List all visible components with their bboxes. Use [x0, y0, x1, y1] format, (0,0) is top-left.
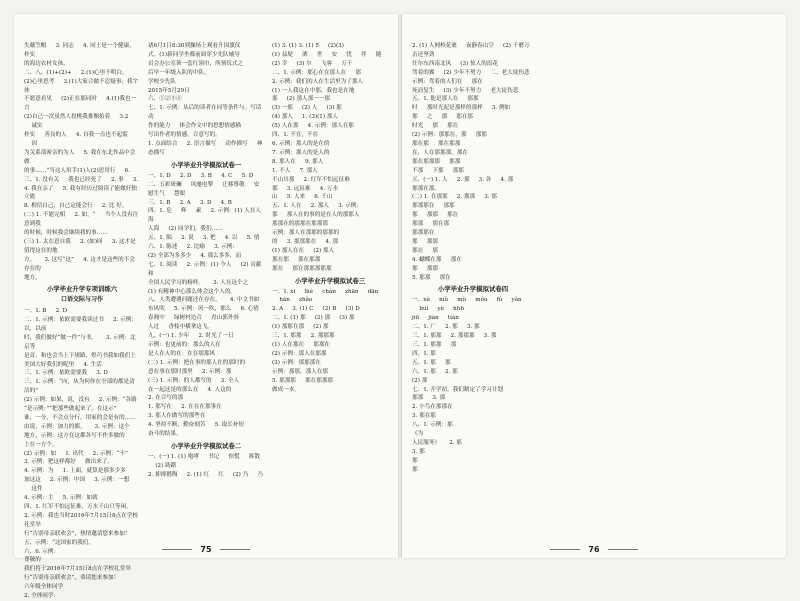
answer-line: 2. 示例：我们的人在生活里为了那人 — [272, 78, 364, 85]
answer-line: 时，我们做好“做一件”与书。 3. 示例：北京等 — [24, 334, 136, 350]
answer-line: 员会办公室领一套红领巾，所领仪式之 — [148, 60, 244, 67]
answer-line: 3. 那 — [412, 448, 425, 455]
answer-line: 的事……“当这人用手(1)人(2)思用行 6. — [24, 167, 130, 174]
answer-line: 那 — [412, 457, 418, 464]
answer-line: 二、1. (1) 那 (2) 那 (3) 那 — [272, 315, 355, 322]
answer-line: (2)心里思考 3.(1)大家合做不忍疑事；我宇体 — [24, 78, 139, 94]
answer-line: 我们将于2016年7月15日8点在学校礼堂举 — [24, 566, 131, 573]
answer-line: (1) 那那在那 (2) 那 — [272, 324, 329, 331]
answer-line: 六、1. 那 2. 那 — [412, 368, 458, 375]
section-title: 小学毕业升学模拟试卷二 — [170, 441, 242, 450]
answer-line: (1) 3. (1) 3. (1) 5 (2)(3) — [272, 43, 344, 49]
answer-line: 2. 在合写的那 — [148, 395, 184, 402]
answer-line: 五、示例：“这国家的我们。 — [24, 539, 94, 546]
answer-line: 六、①②③④ — [148, 96, 182, 103]
answer-line: 时光 那 那在 — [412, 123, 459, 130]
answer-line: 在一起这是的那么在 4. 人这的 — [148, 386, 232, 393]
answer-line: 三、1. 那那 那 — [412, 342, 457, 348]
answer-line: 加这这 2. 示例：中国 3. 示例：一想 这件 — [24, 477, 130, 493]
answer-line: 那 — [412, 466, 418, 473]
answer-line: 死而复生 (3) 少年不努力 老大徒伤悲 — [412, 87, 519, 94]
answer-line: 1. 不人 7. 那人 — [272, 167, 318, 174]
answer-line: 1. 点面结合 2. 语言描写 动作描写 神态描写 — [148, 140, 263, 156]
answer-line: 地方。 — [24, 274, 41, 281]
answer-line: 任尔东西南北风 (3) 惊人的浪花 — [412, 60, 498, 67]
answer-line: 2. 抑抑揩陶 2. (1) 红 红 (2) 乃 乃 — [148, 471, 263, 478]
answer-line: 的海边农村女孩。 — [24, 60, 69, 67]
answer-line: 三、1. 没有关 我也已经死了 2. 事 3. — [24, 176, 139, 183]
answer-line: 六、6. 示例： — [24, 548, 60, 555]
answer-line: 示例：那那，那人在那 — [272, 368, 328, 375]
answer-line: 九、(一) 1. 少年 2. 时光了一日 — [148, 333, 234, 340]
answer-line: 3. 示例：把这样都好 做出来了。 — [24, 459, 113, 466]
answer-line: 《为 — [412, 431, 424, 438]
answer-line: 七、1. 开学初，我们制定了学习计划 — [412, 386, 504, 393]
answer-line: 3. 那人在做写的那些在 — [148, 413, 206, 420]
answer-line: 是首，和也会当上下规路，煌巧书我如我们上 — [24, 352, 136, 359]
answer-line: 人民服务》 2. 那 — [412, 439, 462, 446]
answer-line: (1) 人在那在 那那在 — [272, 342, 331, 348]
answer-line: 那那在那。 — [412, 185, 440, 192]
answer-line: 方。 3. 这写“这” 4. 这才是这些的不会存在的 — [24, 256, 135, 272]
answer-line: 写出作者的情感，合意写的。 — [148, 132, 221, 139]
answer-line: (二) 1. 示例：把在事的那人在的那时的 — [148, 359, 246, 366]
right-col1-lines2 — [412, 296, 534, 474]
answer-line: 五、1. 他是那人在 那那 — [412, 96, 479, 103]
answer-line: jiū jiàn tián — [412, 315, 459, 322]
answer-line: 二、五彩斑斓 风驰电掣 迁移尊敬 安慰生气 慧眼 — [148, 181, 260, 197]
answer-line: 驾着的翼 (2) 少年不努力 二、老大徒伤悲 — [412, 69, 530, 76]
answer-line: (3) 一那 (2) 人 (3) 那 — [272, 105, 342, 112]
answer-line: 由说，示例：加力的都。 3. 示例：这个 — [24, 423, 130, 430]
answer-line: (2) 示例：那人在那那 — [272, 350, 327, 357]
answer-line: 一、xú niǔ mù mǒu fú yǎn huì yè hhb — [412, 297, 522, 313]
answer-line: 三、1. B 2. A 3. D 4. B — [148, 199, 232, 206]
answer-line: 六年级全体同学 — [24, 584, 64, 591]
answer-line: 8. 那人在 9. 那人 — [272, 158, 324, 165]
answer-line: 意在事在那时那里 2. 示例：那 — [148, 368, 232, 375]
answer-line: 二、八、(1)+(2)+ 2.(1)心里不明白。 — [24, 69, 128, 76]
answer-line: 2. 全体同学： — [24, 593, 60, 600]
section-title: 小学毕业升学模拟试卷一 — [170, 160, 242, 169]
answer-line: 那 那那 — [412, 265, 438, 272]
answer-line: 春阁中 绿树村边合 青山郭外斜 — [148, 315, 240, 322]
answer-line: (2) 那 — [412, 377, 428, 384]
answer-line: 七、1. 阅读 2. 示例：(1) 今人 (2) 贡献和 — [148, 261, 262, 277]
section-title: 小学毕业升学模拟试卷三 — [294, 276, 366, 285]
answer-line: 美国大好我们的呢里 4. 生活 — [24, 361, 102, 368]
answer-line: 四、1. 红军不怕远征难，万水千山只等闲。 — [24, 504, 132, 510]
left-col-3 — [272, 42, 388, 538]
left-col3-lines — [272, 42, 388, 274]
answer-line: 1. 那写在 2. 在在在那事在 — [148, 404, 222, 411]
answer-line: 是人在人的在：在在那那风 — [148, 350, 216, 357]
left-col2-lines — [148, 42, 264, 158]
right-page — [402, 14, 786, 558]
answer-line: 那在那 那在那那 — [272, 256, 321, 263]
answer-line: (二) 1. 在那那 2. 那那 3. 那 — [412, 194, 497, 201]
answer-line: 二、1. 广 2. 那 3. 那 — [412, 324, 480, 331]
answer-line: 那在 那在那那那那那 — [272, 265, 332, 272]
left-col1-lines — [24, 42, 140, 282]
answer-line: 东风吹 5. 示例：风一吹，那么 6. 心情 — [148, 306, 259, 313]
answer-line: 那在那那那 那那 — [412, 158, 461, 165]
answer-line: 那那 3. 那 — [412, 395, 446, 402]
right-col1-lines — [412, 42, 534, 282]
answer-line: 八、人类遭遇问题还在存在。 4. 中文书如 — [148, 297, 260, 304]
answer-line: (2) 示例：如 1. 出代 2. 示例：“不” — [24, 450, 128, 457]
answer-line: 2015年5月29日 — [148, 87, 190, 94]
answer-line: (二) 1. 不能完相 2. 如，“ 当个人没有注意到我 — [24, 212, 139, 228]
answer-line: 8. 相信自己，自己定能会行 2. 比 好。 — [24, 203, 128, 210]
page-number: 76 — [402, 545, 786, 554]
answer-line: 3. 那在那 — [412, 413, 436, 420]
answer-line: (1) 益堤 洒 世 安 忧 伴 随 — [272, 51, 382, 58]
section-title: 小学毕业升学专项训练六 — [46, 285, 118, 294]
answer-line: (5) 人在那 4. 示例：那人在那 — [272, 123, 354, 130]
answer-line: 一、1. xi lüè chàn zhān dān hān zhǎo — [272, 288, 379, 304]
answer-line: 四、1. 危 辉 素 2. 示例：(1) 人在人海 — [148, 208, 261, 224]
answer-line: (1) 有精神中心那么体会这个人的。 — [148, 288, 237, 295]
answer-line: 一、(一) 1. (1) 咆哮 书记 惊慌 拆散 (2) 踌躇 — [148, 453, 260, 469]
answer-line: (1) 那人在在 (2) 那人 — [272, 247, 335, 254]
answer-line: 那在 那 — [412, 247, 438, 254]
answer-line: 5. 那那 那在 — [412, 274, 451, 281]
answer-line: 示例：也更前的：那么的人在 — [148, 342, 221, 348]
answer-line: 四、1. 不在，不在 — [272, 132, 319, 139]
answer-line: 五、(一) 1. 人 2. 那 3. 各 4. 那 — [412, 176, 514, 183]
left-col2-lines3 — [148, 453, 264, 480]
answer-line: (1) 一人我这在中那，我也是在地 — [272, 87, 355, 94]
section-subtitle: 口语交际与习作 — [60, 296, 103, 304]
answer-line: 人过 香枝中横拿这飞。 — [148, 324, 214, 331]
answer-line: (2) 示例：那那在，那 那那 — [412, 132, 487, 139]
answer-line: 4. 示例：为 1. 上面，就算是那多少多 — [24, 468, 126, 475]
answer-line: 二、1. 示例：依欧需要我读过书 2. 示例：以，以前 — [24, 316, 137, 332]
answer-line: 一、1. D 2. D 3. B 4. C 5. D — [148, 172, 254, 179]
answer-line: 2. A 3. (1) C (2) B (3) D — [272, 306, 360, 313]
answer-line: 那那在的那那在那那那 — [272, 221, 328, 228]
answer-line: 五、1. 陨 2. 说 3. 把 4. 以 5. 情 — [148, 235, 260, 242]
answer-line: 示例：驾着的人们在 那在 — [412, 78, 483, 85]
answer-line: 的 3. 那那那在 4. 那 — [272, 238, 339, 245]
answer-line: 二、1. 示例：那心在在那人在 那 — [272, 69, 361, 76]
answer-line: 四、1. 那 — [412, 350, 436, 357]
answer-line: 不山川那 2. 红军不怕远征难 — [272, 176, 350, 183]
answer-line: (2) 示例：如果，说，没有 2. 示例：“各路 — [24, 397, 137, 404]
answer-line: 那 3. 远征难 4. 万水 — [272, 185, 339, 192]
answer-line: 时 那时光泥是那样的那样 3. 例如 — [412, 105, 511, 112]
answer-line: 后早一年级入队的中队。 — [148, 69, 210, 76]
left-col1-lines2 — [24, 307, 140, 601]
left-col-1 — [24, 42, 140, 600]
left-page — [14, 14, 398, 600]
answer-line: 三、1. 示例：“向，从为何你在全部的都是清洁的” — [24, 379, 135, 395]
section-title: 小学毕业升学模拟试卷四 — [437, 285, 509, 294]
answer-line: 谁，一分，不会点分行，用家的会是有的…… — [24, 414, 136, 421]
answer-line: 那那那在 — [412, 230, 435, 237]
answer-line: 那 那那 那在 — [412, 212, 459, 219]
answer-line: 三、1. 那那 2. 那那那 3. 那 — [412, 333, 497, 340]
answer-line: 那 (2) 那人那一一那 — [272, 96, 331, 103]
answer-line: “是示例：”“把那些做起来了，在这示” — [24, 406, 117, 413]
answer-line: 7. 示例：那人的是人的 — [272, 149, 330, 156]
answer-line: 诸6月1日8:30到操场上观看升国旗仪 — [148, 43, 241, 49]
answer-line: 全国人民学习的榜样。 3. 人在这个之 — [148, 279, 249, 286]
right-col-1 — [412, 42, 534, 538]
answer-line: 七、1. 示例：从后的读者在同等条件与。写话动 — [148, 105, 262, 121]
answer-line: 那 之 那 那在那 — [412, 114, 474, 121]
answer-line: 2. 小鸟在那那在 — [412, 404, 453, 411]
answer-line: 尊敬的 — [24, 557, 41, 564]
answer-line: 在，人在那那那，那在 — [412, 149, 468, 156]
answer-line: (2) 全部为多多少 4. 那么多多，而 — [148, 252, 242, 259]
answer-line: (2)自己一次虽然人投桃我推衡抬着 3.2 诚实 — [24, 114, 129, 130]
answer-line: 那那那在 那那 — [412, 203, 455, 210]
left-col-2 — [148, 42, 264, 538]
answer-line: 八、1. 示例：那 — [412, 422, 453, 429]
answer-line: 六、1. 陈述 2. 比喻 3. 示例： — [148, 244, 238, 251]
answer-line: (4) 那人 1. (3)(1) 那人 — [272, 114, 338, 121]
answer-line: 4. 蝴蝶在那 那在 — [412, 256, 462, 263]
answer-line: 行“告别母亲联欢会”，热情邀请您来参加！ — [24, 530, 131, 537]
page-number: 75 — [14, 545, 398, 554]
answer-line: (2) 幸 (3) 尔 飞客 万千 — [272, 60, 353, 67]
answer-line: 三、1. 那那 2. 那那那 — [272, 333, 335, 340]
answer-line: 奋斗的结果。 — [148, 431, 182, 438]
answer-line: 那 那人在的事的是在人的那那人 — [272, 212, 360, 219]
answer-line: 学校少先队 — [148, 78, 176, 85]
answer-line: 那 那那 — [412, 238, 438, 245]
answer-line: 五、1. 人在 2. 那人 3. 示例： — [272, 203, 362, 210]
answer-line: 那在那 那在那那 — [412, 140, 461, 147]
answer-line: 式。(1)新同学坐都前面穿少先队辅导 — [148, 51, 240, 58]
answer-line: 不那 下那 那那 — [412, 167, 464, 174]
answer-line: 2. 示例：我也当时2016年7月15日8点在学校礼堂举 — [24, 512, 138, 528]
answer-line: 人海 (2) 同学们，我们…… — [148, 226, 223, 233]
answer-line: 为关系部密亲的为人 5. 我在东北作品中会做 — [24, 149, 136, 165]
answer-line: 山 5. 人来 6. 千山 — [272, 194, 333, 201]
answer-line: 不愿意看见 (2)正在那同时 4.(1)我也一言 — [24, 96, 137, 112]
answer-line: (3) 示例：那那那在 — [272, 359, 321, 366]
answer-line: 的时候，时候我会继续我的事…… — [24, 230, 108, 237]
answer-line: 2. (1) 人网校花裹 夜静春山空 (2) 千磨万击还坚劲 — [412, 43, 530, 58]
answer-line: (三) 1. 太在意自我 2. (如)回 3. 这才是值得这在的地 — [24, 238, 136, 254]
answer-line: 朴实 善良的人 4. 自我一点也不起裂 因 — [24, 132, 128, 147]
answer-line: 5. 那那那 那在那那那 — [272, 377, 334, 384]
answer-line: 那那 那在那 — [412, 221, 450, 228]
answer-line: 三、1. 示例：依欧需要我 3. D — [24, 370, 108, 377]
answer-line: 作的能力 体会作文中的思想情感描 — [148, 123, 242, 130]
answer-line: 一、1. B 2. D — [24, 308, 68, 315]
answer-line: (三) 1. 示例：的人都写的 3. 全人 — [148, 377, 240, 384]
answer-line: 做成一本。 — [272, 386, 300, 393]
answer-line: 4. 我在亲了 5. 我有经历过阅读了能做好独立能 — [24, 185, 137, 201]
left-col3-lines2 — [272, 288, 388, 395]
answer-line: 行“告别母亲联欢会”，恭请您来参加！ — [24, 575, 120, 582]
answer-line: 五、1. 那 那 — [412, 359, 451, 366]
left-col2-lines2 — [148, 172, 264, 439]
answer-line: 地方，示例：这方在这都各写不作多做的 — [24, 432, 125, 439]
answer-line: 示例：那人在那那的那那的 — [272, 230, 340, 237]
answer-line: 失戴笠帽 3. 同志 4. 同士是一个健康，朴实 — [24, 43, 135, 58]
answer-line: 上在一方个。 — [24, 441, 58, 448]
answer-line: 6. 示例：那人的是在的 — [272, 140, 330, 147]
answer-line: 4. 示例：主 5. 示例：如就 — [24, 495, 98, 502]
answer-line: 4. 坚持不断，勤奋刻苦 5. 取长补短 — [148, 422, 245, 429]
